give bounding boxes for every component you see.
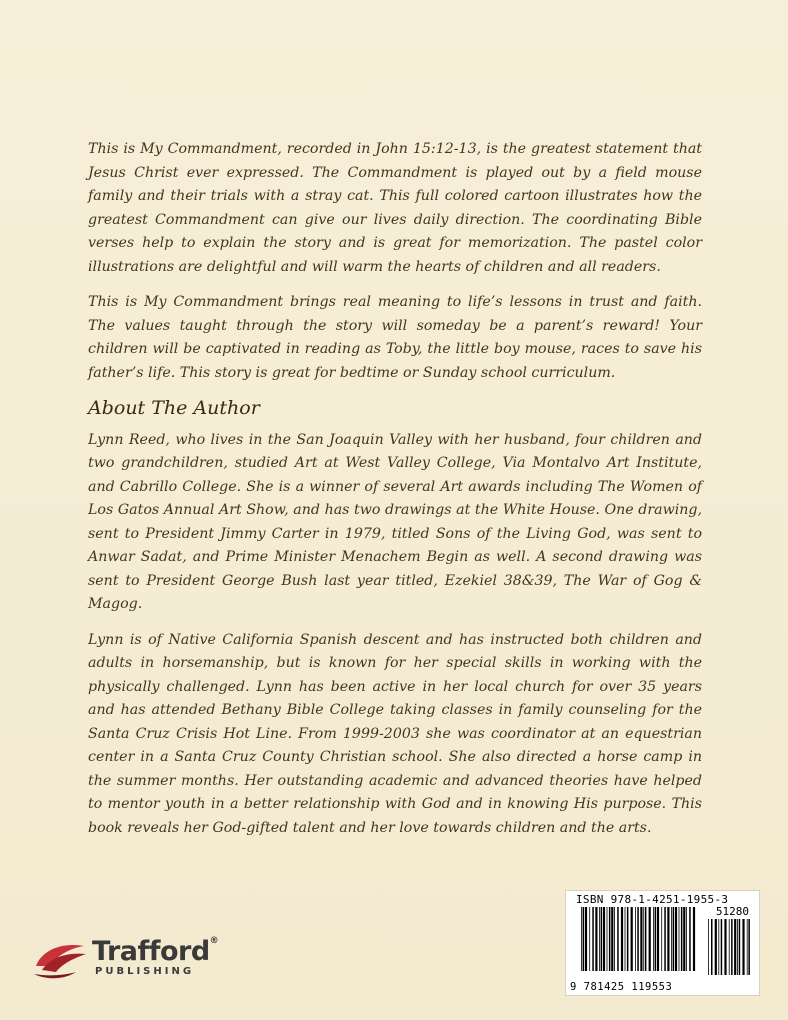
barcode-bars-addon [707, 919, 751, 979]
isbn-barcode [565, 890, 760, 996]
cover-text [88, 138, 702, 852]
barcode-bars-main [580, 907, 698, 979]
price-code: 51280 [715, 905, 749, 918]
isbn-label: ISBN 978-1-4251-1955-3 [576, 893, 729, 906]
publisher-name: Trafford® [92, 936, 219, 967]
about-paragraph-2: Lynn is of Native California Spanish descent and has instructed both children and adults in horsemanship, but is known for her special skills in working with the physically challenged. Lynn has been active in her local church for over 35 years and has attended Bethany Bible College taking classes in family counseling for the Santa Cruz Crisis Hot Line. From 1999-2003 she was coordinator at an equestrian center in a Santa Cruz County Christian school. She also directed a horse camp in the summer months. Her outstanding academic and advanced theories have helped to mentor youth in a better relationship with God and in knowing His purpose. This book reveals her God-gifted talent and her love towards children and the arts. [88, 631, 702, 836]
trafford-swoosh-icon [32, 936, 90, 980]
about-paragraph-1: Lynn Reed, who lives in the San Joaquin Valley with her husband, four children and two grandchildren, studied Art at West Valley College, Via Montalvo Art Institute, and Cabrillo College. She is a winner of several Art awards including The Women of Los Gatos Annual Art Show, and has two drawings at the White House. One drawing, sent to President Jimmy Carter in 1979, titled Sons of the Living God, was sent to Anwar Sadat, and Prime Minister Menachem Begin as well. A second drawing was sent to President George Bush last year titled, Ezekiel 38&39, The War of Gog & Magog. [88, 431, 702, 612]
barcode-digits: 9 781425 119553 [570, 981, 673, 993]
publisher-logo [32, 934, 252, 982]
publisher-subtitle: PUBLISHING [95, 966, 195, 977]
registered-mark: ® [209, 936, 219, 946]
about-author-heading: About The Author [88, 397, 260, 419]
description-paragraph-2: This is My Commandment brings real meaning to life’s lessons in trust and faith. The values taught through the story will someday be a parent’s reward! Your children will be captivated in reading as Toby, the little boy mouse, races to save his father’s life. This story is great for bedtime or Sunday school curriculum. [88, 294, 702, 381]
description-paragraph-1: This is My Commandment, recorded in John 15:12-13, is the greatest statement that Jesus Christ ever expressed. The Commandment is played out by a field mouse family and their trials with a stray cat. This full colored cartoon illustrates how the greatest Commandment can give our lives daily direction. The coordinating Bible verses help to explain the story and is great for memorization. The pastel color illustrations are delightful and will warm the hearts of children and all readers. [88, 141, 702, 275]
